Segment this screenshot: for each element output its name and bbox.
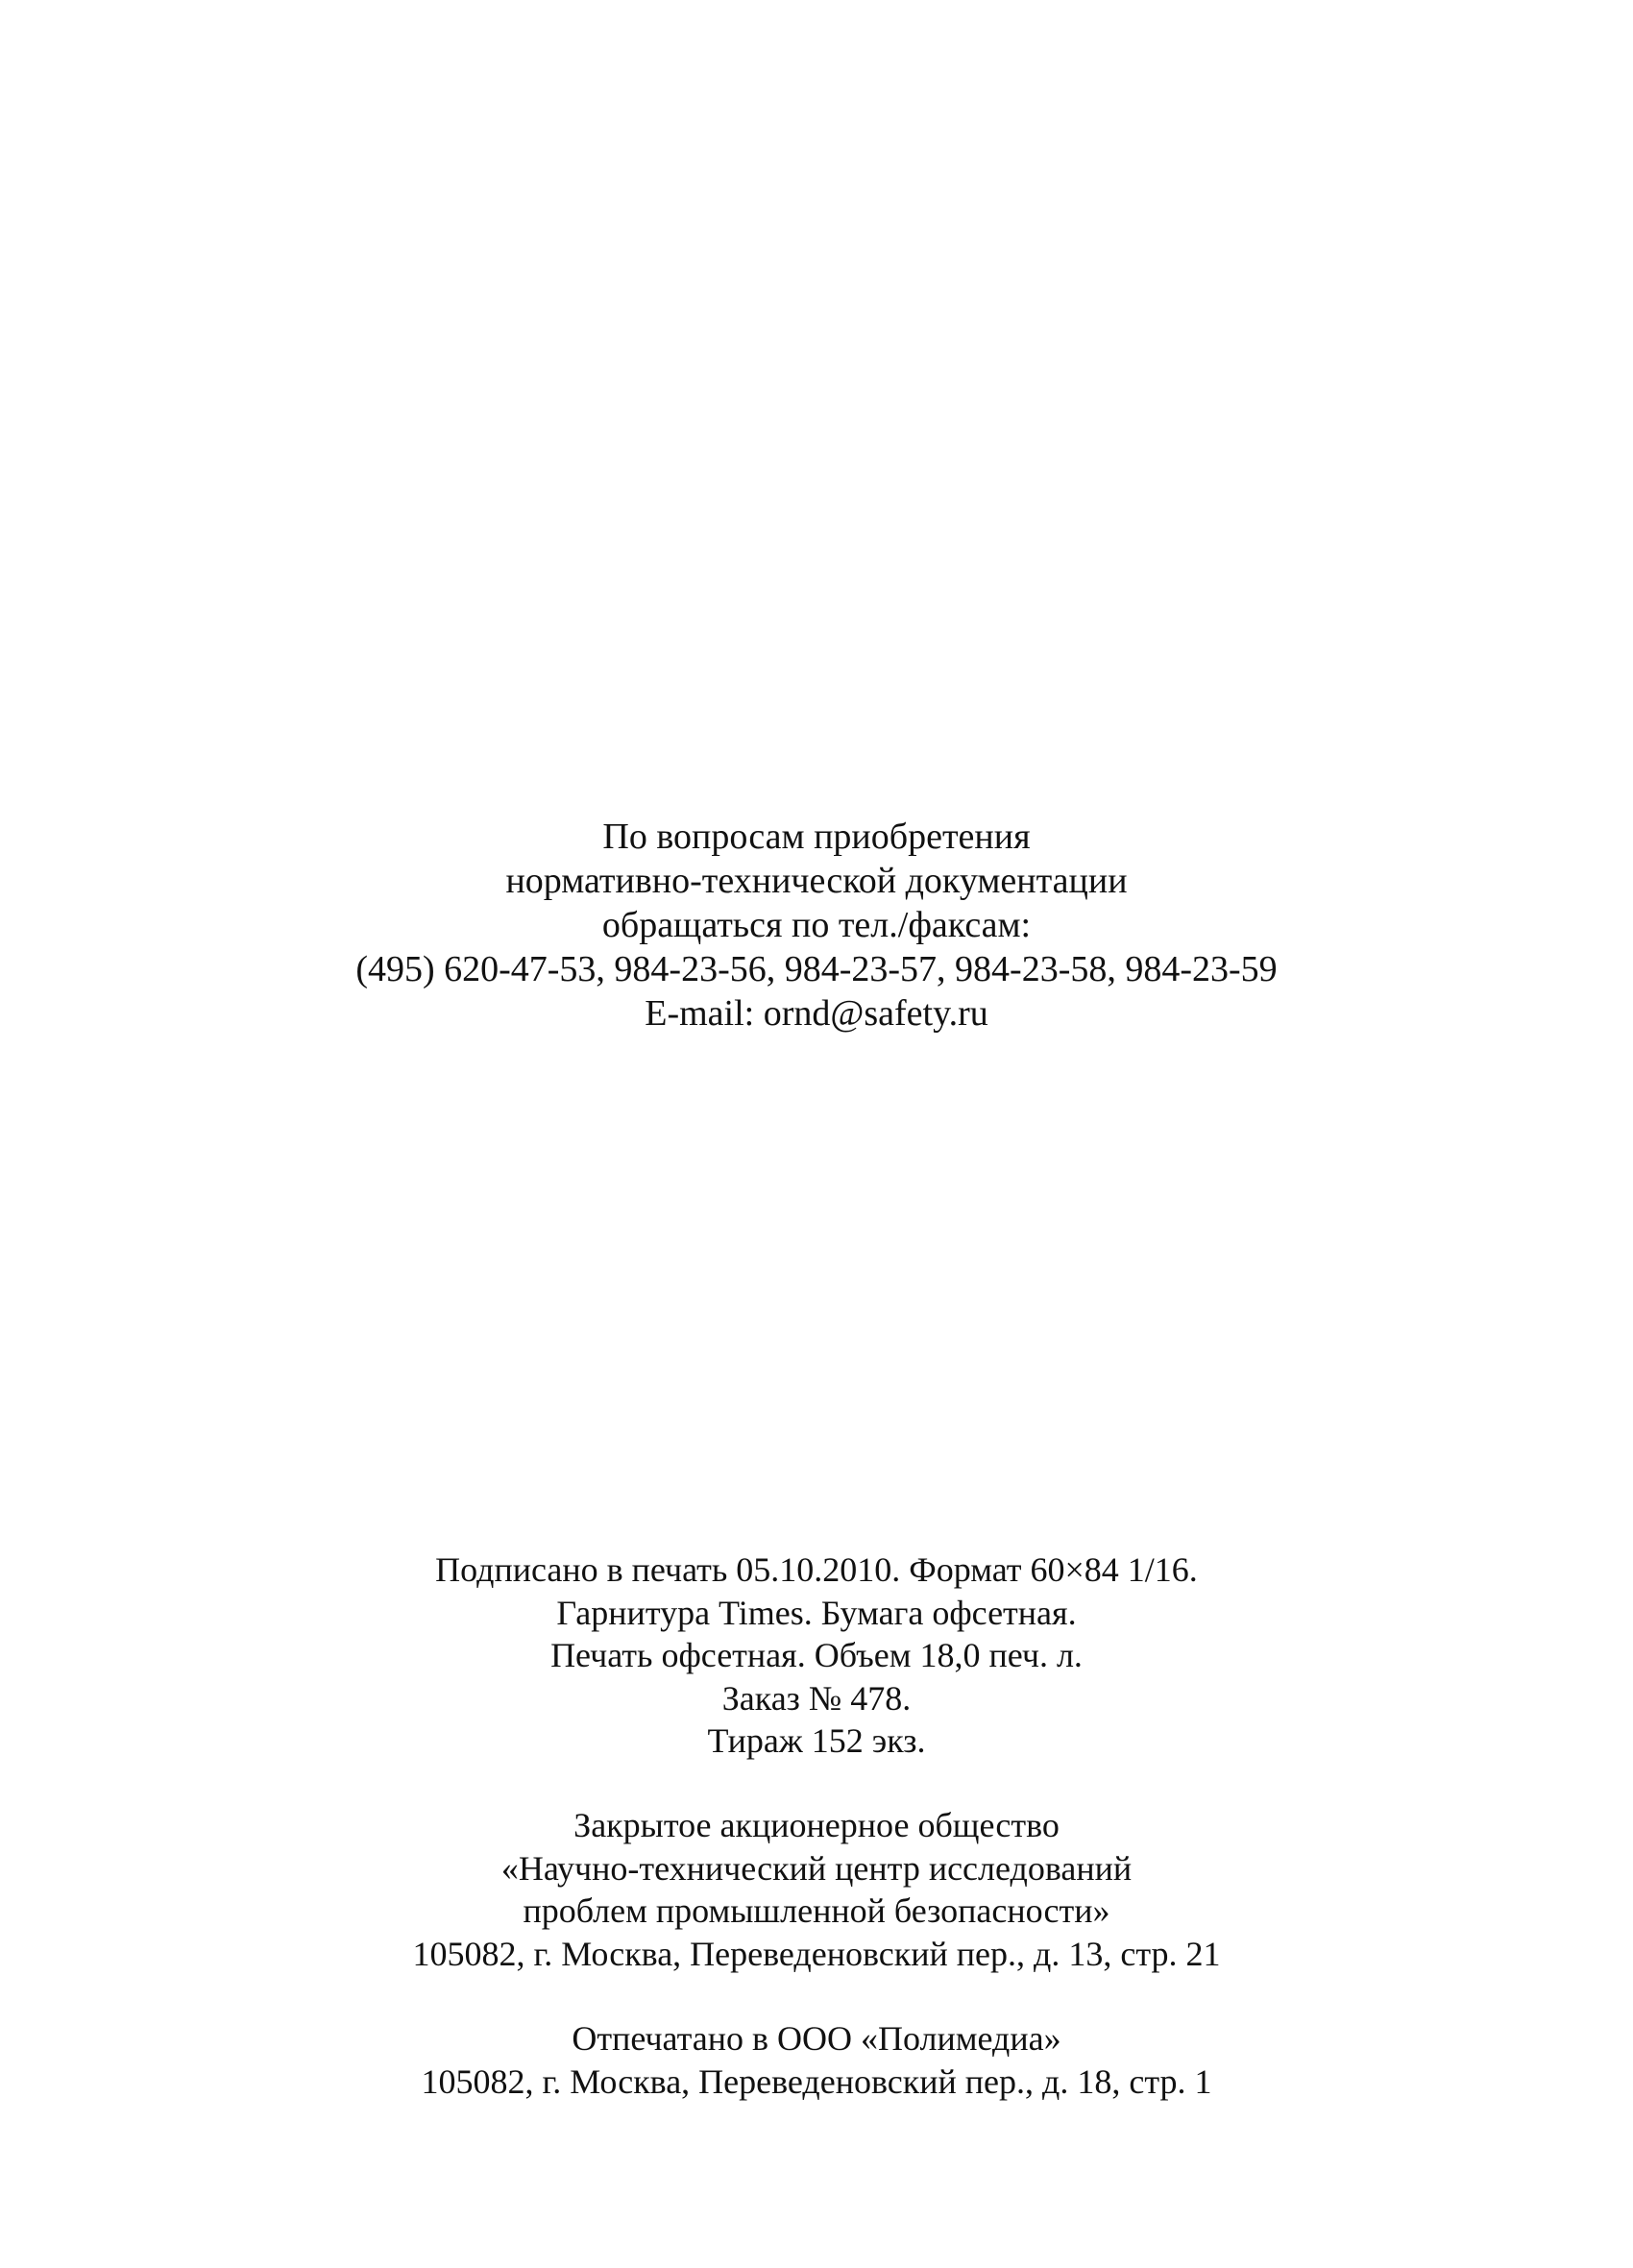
imprint-order: Заказ № 478. (721, 1678, 912, 1718)
contacts-line-3: обращаться по тел./факсам: (601, 905, 1032, 945)
imprint-typeface: Гарнитура Times. Бумага офсетная. (556, 1593, 1077, 1632)
printer-line-1: Отпечатано в ООО «Полимедиа» (572, 2019, 1061, 2058)
publisher-line-3: проблем промышленной безопасности» (523, 1891, 1110, 1930)
contacts-line-2: нормативно-технической документации (505, 861, 1128, 901)
contacts-phones: (495) 620-47-53, 984-23-56, 984-23-57, 984-23-58, 984-23-59 (355, 949, 1278, 989)
publisher-line-1: Закрытое акционерное общество (573, 1806, 1060, 1844)
printer-address: 105082, г. Москва, Переведеновский пер., д. 18, стр. 1 (421, 2061, 1212, 2101)
contacts-block (0, 815, 1633, 1036)
contacts-line-1: По вопросам приобретения (602, 817, 1031, 857)
publisher-block (0, 1804, 1633, 1975)
imprint-signed: Подписано в печать 05.10.2010. Формат 60×84 1/16. (435, 1550, 1198, 1589)
printer-block (0, 2017, 1633, 2103)
imprint-printing: Печать офсетная. Объем 18,0 печ. л. (550, 1636, 1083, 1674)
imprint-circulation: Тираж 152 экз. (707, 1721, 926, 1760)
imprint-block (0, 1549, 1633, 1763)
publisher-line-2: «Научно-технический центр исследований (500, 1848, 1133, 1888)
contacts-email: E-mail: ornd@safety.ru (645, 993, 988, 1034)
publisher-address: 105082, г. Москва, Переведеновский пер., д. 13, стр. 21 (412, 1934, 1221, 1973)
